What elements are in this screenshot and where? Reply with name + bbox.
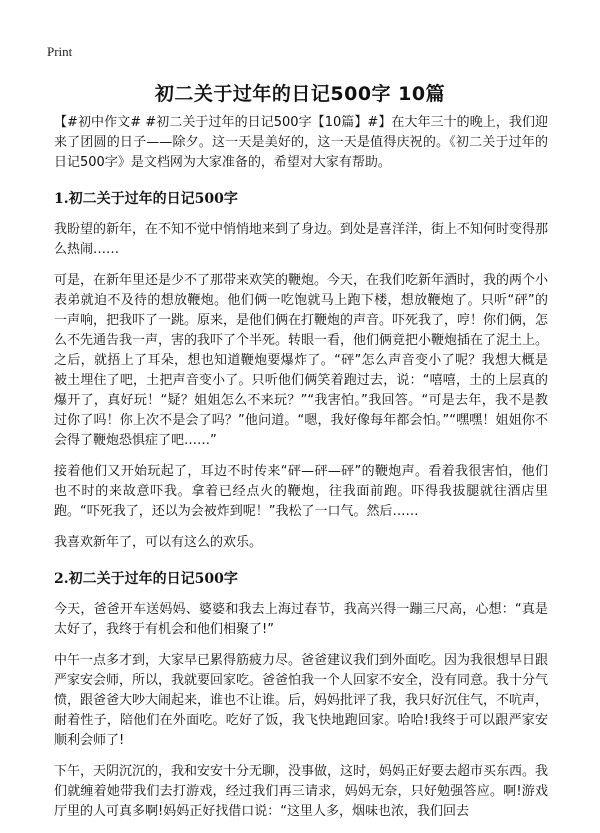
- section-heading-2: 2.初二关于过年的日记500字: [54, 571, 238, 587]
- section-2-paragraph-1: 今天，爸爸开车送妈妈、婆婆和我去上海过春节，我高兴得一蹦三尺高，心想：“真是太好了，我终于有机会和他们相聚了!”: [54, 602, 548, 637]
- intro-paragraph: 【#初中作文# #初二关于过年的日记500字【10篇】#】在大年三十的晚上，我们迎来了团圆的日子——除夕。这一天是美好的，这一天是值得庆祝的。《初二关于过年的日记500字》是文档网为大家准备的，希望对大家有帮助。: [54, 115, 548, 170]
- section-1-paragraph-2: 可是，在新年里还是少不了那带来欢笑的鞭炮。今天，在我们吃新年酒时，我的两个小表弟就迫不及待的想放鞭炮。他们俩一吃饱就马上跑下楼，想放鞭炮了。只听“砰”的一声响，把我吓了一跳。原来，是他们俩在打鞭炮的声音。吓死我了，哼！你们俩，怎么不先通告我一声，害的我吓了个半死。转眼一看，他们俩竟把小鞭炮插在了泥土上。之后，就捂上了耳朵，想也知道鞭炮要爆炸了。“砰”怎么声音变小了呢？我想大概是被土埋住了吧，土把声音变小了。只听他们俩笑着跑过去，说：“嘻嘻，土的上层真的爆开了，真好玩！“疑？姐姐怎么不来玩？”“我害怕。”我回答。“可是去年，我不是教过你了吗！你上次不是会了吗？”他问道。“嗯，我好像每年都会怕。”“嘿嘿！姐姐你不会得了鞭炮恐惧症了吧……”: [54, 273, 549, 448]
- section-1-paragraph-1: 我盼望的新年，在不知不觉中悄悄地来到了身边。到处是喜洋洋，街上不知何时变得那么热闹……: [54, 222, 549, 257]
- section-1-paragraph-4: 我喜欢新年了，可以有这么的欢乐。: [54, 535, 263, 550]
- section-1-paragraph-3: 接着他们又开始玩起了，耳边不时传来“砰—砰—砰”的鞭炮声。看着我很害怕，他们也不时的来故意吓我。拿着已经点火的鞭炮，往我面前跑。吓得我拔腿就往酒店里跑。“吓死我了，还以为会被炸到呢！”我松了一口气。然后……: [54, 464, 548, 519]
- article-body: [54, 113, 548, 833]
- section-heading-1: 1.初二关于过年的日记500字: [54, 191, 238, 207]
- section-2-paragraph-2: 中午一点多才到，大家早已累得筋疲力尽。爸爸建议我们到外面吃。因为我很想早日跟严家安会师，所以，我就要回家吃。爸爸怕我一个人回家不安全，没有同意。我十分气愤，跟爸爸大吵大闹起来，谁也不让谁。后，妈妈批评了我，我只好沉住气，不吭声，耐着性子，陪他们在外面吃。吃好了饭，我飞快地跑回家。哈哈!我终于可以跟严家安顺利会师了!: [54, 653, 549, 748]
- page-title: 初二关于过年的日记500字 10篇: [154, 83, 446, 105]
- section-2-paragraph-3: 下午，天阴沉沉的，我和安安十分无聊，没事做，这时，妈妈正好要去超市买东西。我们就缠着她带我们去打游戏，经过我们再三请求，妈妈无奈，只好勉强答应。啊!游戏厅里的人可真多啊!妈妈正好找借口说：“这里人多，烟味也浓，我们回去: [54, 764, 549, 819]
- print-label: Print: [47, 44, 73, 59]
